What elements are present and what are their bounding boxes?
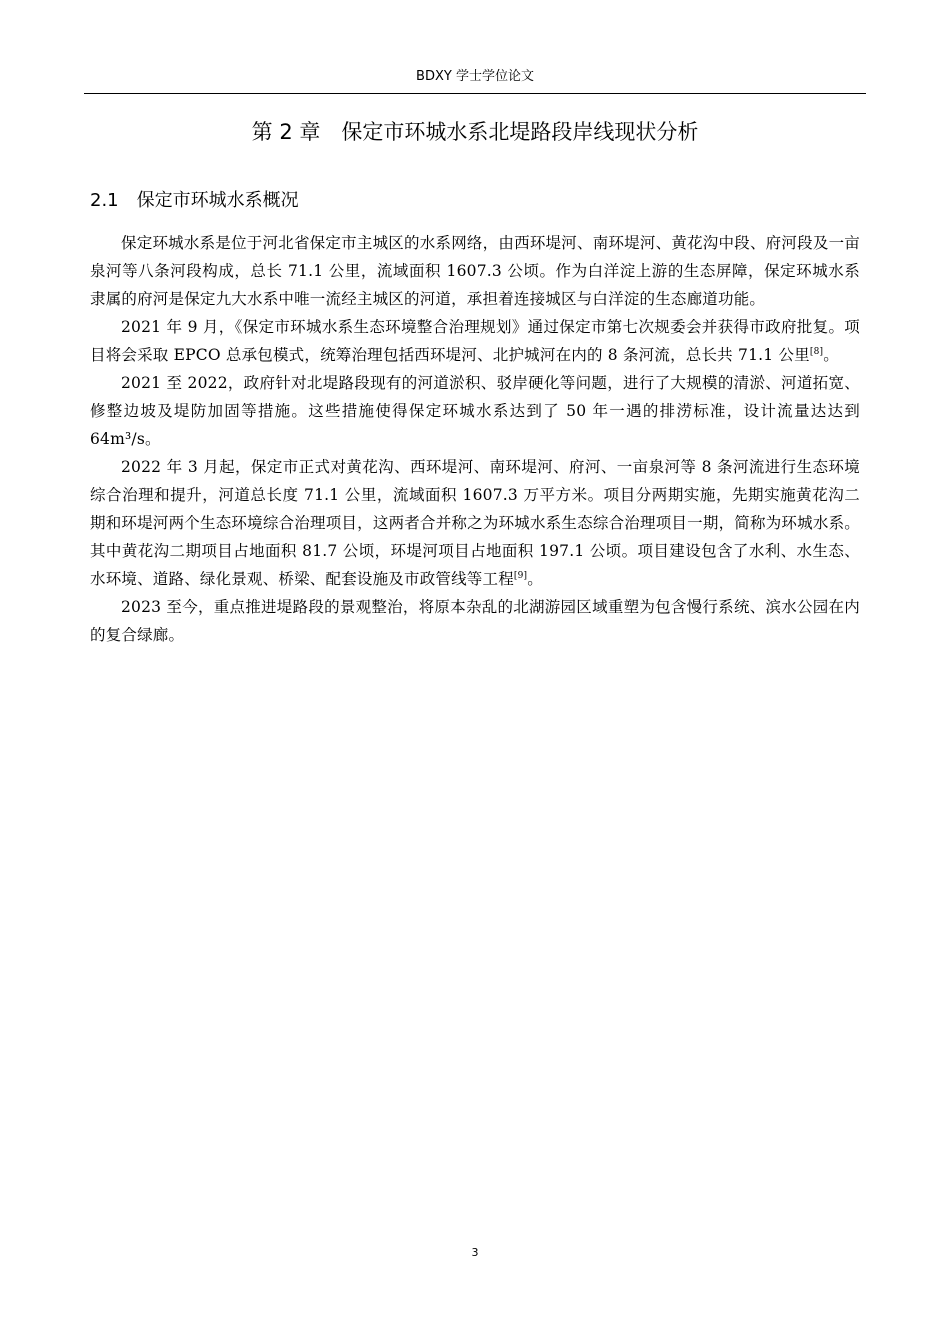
header-rule [84,93,866,94]
paragraph-2021-plan [90,313,860,369]
running-header: BDXY 学士学位论文 [416,69,534,84]
body-text [90,229,860,649]
citation-ref: [9] [513,571,528,581]
chapter-title: 第 2 章 保定市环城水系北堤路段岸线现状分析 [251,120,699,144]
paragraph-text: 2022 年 3 月起，保定市正式对黄花沟、西环堤河、南环堤河、府河、一亩泉河等 8 条河流进行生态环境综合治理和提升，河道总长度 71.1 公里，流域面积 1607.3 万平方米。项目分两期实施，先期实施黄花沟二期和环堤河两个生态环境综合治理项目，这两者合并称之为环城水系生态综合治理项目一期，简称为环城水系。其中黄花沟二期项目占地面积 81.7 公顷，环堤河项目占地面积 197.1 公顷。项目建设包含了水利、水生态、水环境、道路、绿化景观、桥梁、配套设施及市政管线等工程 [90,458,860,588]
paragraph-text: 2023 至今，重点推进堤路段的景观整治，将原本杂乱的北湖游园区域重塑为包含慢行系统、滨水公园在内的复合绿廊。 [90,598,860,644]
paragraph-text: 2021 至 2022，政府针对北堤路段现有的河道淤积、驳岸硬化等问题，进行了大规模的清淤、河道拓宽、修整边坡及堤防加固等措施。这些措施使得保定环城水系达到了 50 年一遇的排涝标准，设计流量达达到 64m³/s。 [90,374,860,448]
paragraph-2021-2022 [90,369,860,453]
page-number: 3 [471,1246,479,1259]
paragraph-text: 保定环城水系是位于河北省保定市主城区的水系网络，由西环堤河、南环堤河、黄花沟中段、府河段及一亩泉河等八条河段构成，总长 71.1 公里，流域面积 1607.3 公顷。作为白洋淀上游的生态屏障，保定环城水系隶属的府河是保定九大水系中唯一流经主城区的河道，承担着连接城区与白洋淀的生态廊道功能。 [90,234,860,308]
paragraph-text: 2021 年 9 月，《保定市环城水系生态环境整合治理规划》通过保定市第七次规委会并获得市政府批复。项目将会采取 EPCO 总承包模式，统筹治理包括西环堤河、北护城河在内的 8 条河流，总长共 71.1 公里 [90,318,860,364]
paragraph-tail: 。 [527,570,543,588]
paragraph-2023 [90,593,860,649]
section-heading: 2.1 保定市环城水系概况 [90,190,299,211]
paragraph-overview [90,229,860,313]
paragraph-2022 [90,453,860,593]
citation-ref: [8] [809,347,824,357]
paragraph-tail: 。 [823,346,839,364]
